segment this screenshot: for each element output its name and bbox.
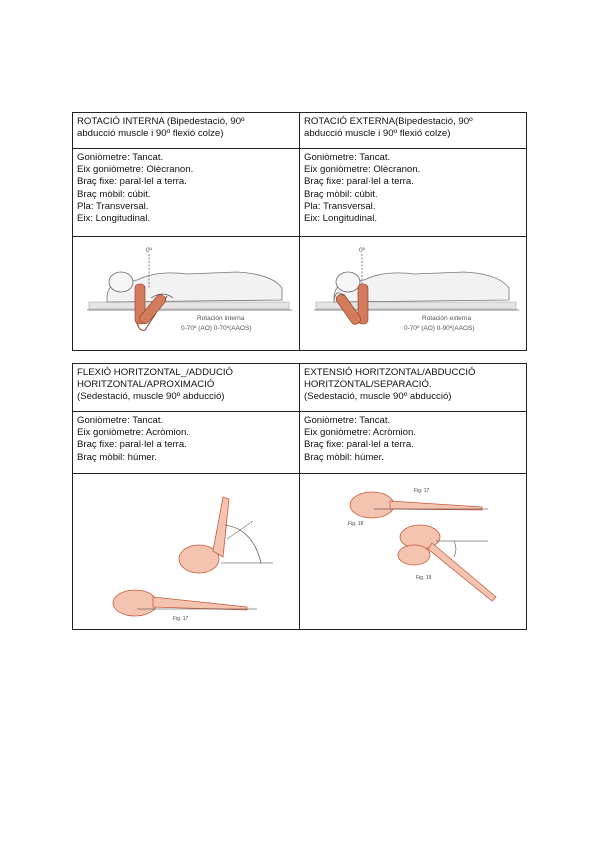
detail-line: Braç mòbil: cúbit. — [77, 188, 151, 200]
image-caption-range: 0-70º (AO) 0-70º(AAOS) — [181, 325, 252, 332]
horizontal-extension-illustration — [300, 474, 527, 630]
horizontal-flexion-header: FLEXIÓ HORITZONTAL_/ADDUCIÓ HORITZONTAL/APROXIMACIÓ (Sedestació, muscle 90º abducció) — [73, 364, 300, 412]
image-caption: Rotación interna — [197, 315, 245, 322]
detail-line: Eix: Longitudinal. — [304, 213, 378, 225]
internal-rotation-details — [73, 149, 300, 237]
zero-degree-label: 0º — [359, 247, 365, 254]
image-caption: Rotación externa — [422, 315, 472, 322]
figure-label: Fig. 18 — [348, 521, 364, 527]
detail-line: Eix goniòmetre: Acròmion. — [77, 427, 189, 439]
detail-line: Braç fixe: paral·lel a terra. — [304, 439, 414, 451]
figure-label: Fig. 19 — [416, 575, 432, 581]
rotation-card — [72, 112, 527, 351]
figure-label: Fig. 17 — [173, 616, 189, 622]
internal-rotation-header: ROTACIÓ INTERNA (Bipedestació, 90º abducció muscle i 90º flexió colze) — [73, 113, 300, 149]
detail-line: Pla: Transversal. — [77, 200, 149, 212]
image-caption-range: 0-70º (AO) 0-90º(AAOS) — [404, 325, 475, 332]
horizontal-flexion-details — [73, 412, 300, 474]
detail-line: Eix goniòmetre: Olècranon. — [77, 164, 194, 176]
detail-line: Braç fixe: paral·lel a terra. — [77, 176, 187, 188]
external-rotation-illustration — [300, 237, 527, 351]
detail-line: Goniòmetre: Tancat. — [77, 152, 164, 163]
detail-line: Goniòmetre: Tancat. — [304, 415, 391, 426]
detail-line: Braç mòbil: húmer. — [304, 451, 384, 463]
detail-line: Pla: Transversal. — [304, 200, 376, 212]
detail-line: Eix: Longitudinal. — [77, 213, 151, 225]
detail-line: Goniòmetre: Tancat. — [77, 415, 164, 426]
detail-line: Eix goniòmetre: Olècranon. — [304, 164, 421, 176]
internal-rotation-illustration — [73, 237, 300, 351]
detail-line: Braç fixe: paral·lel a terra. — [304, 176, 414, 188]
detail-line: Goniòmetre: Tancat. — [304, 152, 391, 163]
detail-line: Braç mòbil: húmer. — [77, 451, 157, 463]
external-rotation-header: ROTACIÓ EXTERNA(Bipedestació, 90º abducció muscle i 90º flexió colze) — [300, 113, 527, 149]
horizontal-extension-details — [300, 412, 527, 474]
external-rotation-details — [300, 149, 527, 237]
figure-label: Fig. 17 — [414, 488, 430, 494]
horizontal-flexion-card — [72, 363, 527, 630]
horizontal-extension-header: EXTENSIÓ HORITZONTAL/ABDUCCIÓ HORITZONTAL/SEPARACIÓ. (Sedestació, muscle 90º abducció) — [300, 364, 527, 412]
detail-line: Eix goniòmetre: Acròmion. — [304, 427, 416, 439]
zero-degree-label: 0º — [146, 247, 152, 254]
detail-line: Braç fixe: paral·lel a terra. — [77, 439, 187, 451]
detail-line: Braç mòbil: cúbit. — [304, 188, 378, 200]
horizontal-flexion-illustration — [73, 474, 300, 630]
